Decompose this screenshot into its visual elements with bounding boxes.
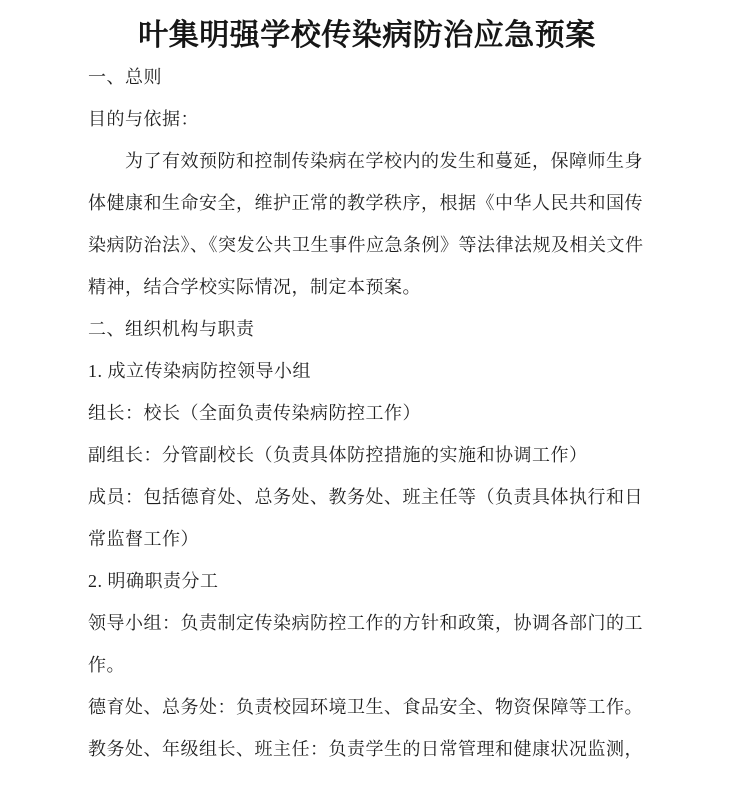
text-line: 一、总则 [88,67,162,87]
text-line: 体健康和生命安全，维护正常的教学秩序，根据《中华人民共和国传 [88,193,643,213]
text-line: 目的与依据： [88,109,199,129]
document-title: 叶集明强学校传染病防治应急预案 [138,19,596,52]
text-line: 副组长：分管副校长（负责具体防控措施的实施和协调工作） [88,445,588,465]
text-line: 为了有效预防和控制传染病在学校内的发生和蔓延，保障师生身 [125,151,643,171]
text-line: 德育处、总务处：负责校园环境卫生、食品安全、物资保障等工作。 [88,697,643,717]
text-line: 教务处、年级组长、班主任：负责学生的日常管理和健康状况监测， [88,739,643,759]
text-line: 成员：包括德育处、总务处、教务处、班主任等（负责具体执行和日 [88,487,643,507]
text-line: 常监督工作） [88,529,199,549]
text-line: 二、组织机构与职责 [88,319,255,339]
text-line: 组长：校长（全面负责传染病防控工作） [88,403,421,423]
text-line: 染病防治法》、《突发公共卫生事件应急条例》等法律法规及相关文件 [88,235,644,255]
text-line: 1. 成立传染病防控领导小组 [88,361,311,381]
text-line: 作。 [88,655,125,675]
text-line: 精神，结合学校实际情况，制定本预案。 [88,277,421,297]
text-line: 2. 明确职责分工 [88,571,219,591]
document-body [0,56,734,770]
text-line: 领导小组：负责制定传染病防控工作的方针和政策，协调各部门的工 [88,613,643,633]
